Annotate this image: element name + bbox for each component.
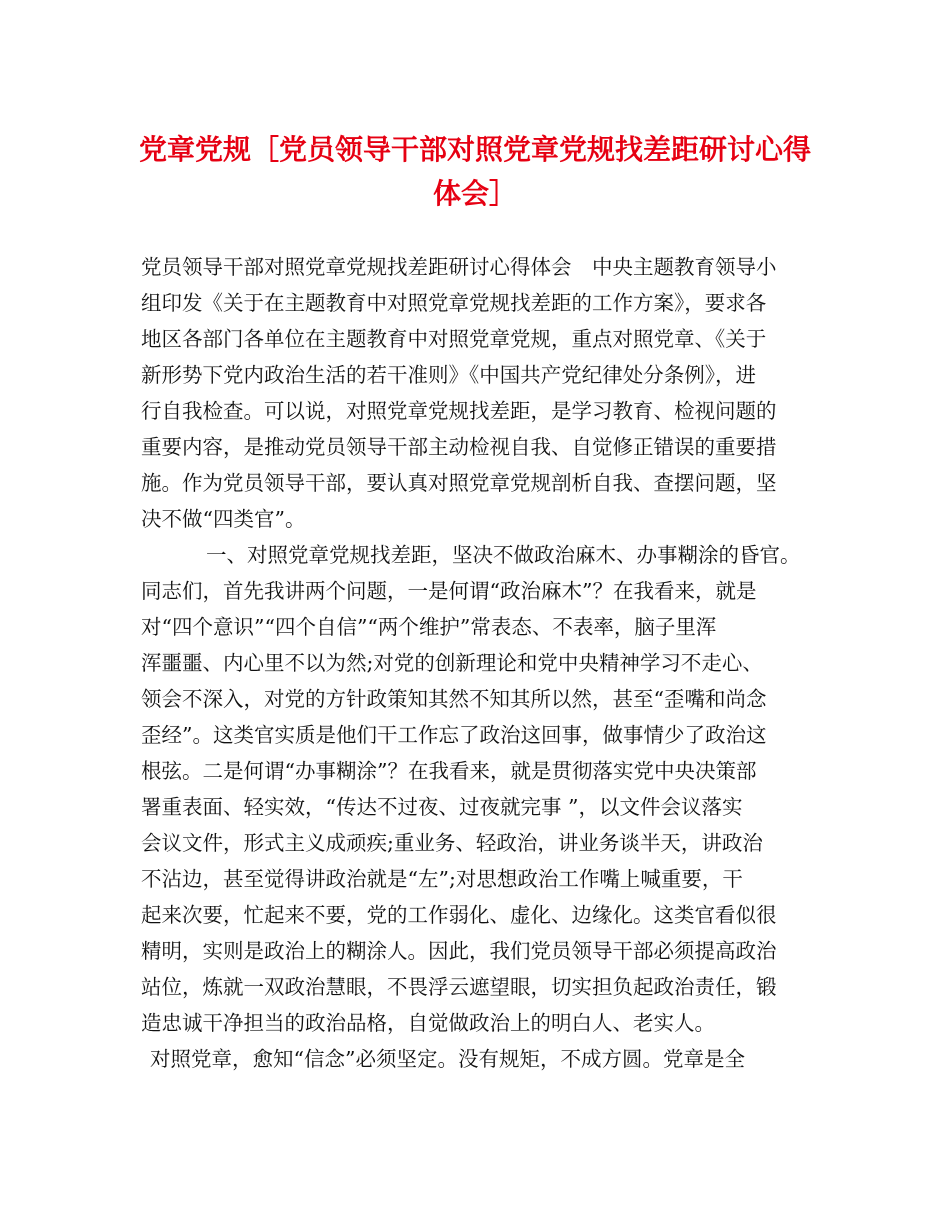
section-heading-line: 一、对照党章党规找差距，坚决不做政治麻木、办事糊涂的昏官。 bbox=[206, 543, 801, 567]
paragraph-line: 对照党章，愈知“信念”必须坚定。没有规矩，不成方圆。党章是全 bbox=[150, 1047, 745, 1071]
paragraph-line: 决不做“四类官”。 bbox=[141, 507, 306, 531]
document-title-line-1: 党章党规［党员领导干部对照党章党规找差距研讨心得 bbox=[138, 133, 811, 166]
document-title-line-2: 体会］ bbox=[432, 177, 517, 210]
paragraph-line: 站位，炼就一双政治慧眼，不畏浮云遮望眼，切实担负起政治责任，锻 bbox=[141, 975, 777, 999]
paragraph-line: 浑噩噩、内心里不以为然;对党的创新理论和党中央精神学习不走心、 bbox=[141, 651, 763, 675]
paragraph-line: 组印发《关于在主题教育中对照党章党规找差距的工作方案》，要求各 bbox=[141, 291, 767, 315]
paragraph-line: 根弦。二是何谓“办事糊涂”？在我看来，就是贯彻落实党中央决策部 bbox=[141, 759, 757, 783]
paragraph-line: 施。作为党员领导干部，要认真对照党章党规剖析自我、查摆问题，坚 bbox=[141, 471, 777, 495]
paragraph-line: 不沾边，甚至觉得讲政治就是“左”;对思想政治工作嘴上喊重要，干 bbox=[141, 867, 743, 891]
paragraph-line: 会议文件，形式主义成顽疾;重业务、轻政治，讲业务谈半天，讲政治 bbox=[141, 831, 763, 855]
paragraph-line: 党员领导干部对照党章党规找差距研讨心得体会 中央主题教育领导小 bbox=[141, 255, 777, 279]
paragraph-line: 地区各部门各单位在主题教育中对照党章党规，重点对照党章、《关于 bbox=[141, 327, 767, 351]
paragraph-line: 造忠诚干净担当的政治品格，自觉做政治上的明白人、老实人。 bbox=[141, 1011, 715, 1035]
paragraph-line: 起来次要，忙起来不要，党的工作弱化、虚化、边缘化。这类官看似很 bbox=[141, 903, 777, 927]
paragraph-line: 行自我检查。可以说，对照党章党规找差距，是学习教育、检视问题的 bbox=[141, 399, 777, 423]
paragraph-line: 新形势下党内政治生活的若干准则》《中国共产党纪律处分条例》，进 bbox=[141, 363, 756, 387]
paragraph-line: 同志们，首先我讲两个问题，一是何谓“政治麻木”？在我看来，就是 bbox=[141, 579, 757, 603]
paragraph-line: 重要内容，是推动党员领导干部主动检视自我、自觉修正错误的重要措 bbox=[141, 435, 777, 459]
paragraph-line: 歪经”。这类官实质是他们干工作忘了政治这回事，做事情少了政治这 bbox=[141, 723, 767, 747]
paragraph-line: 领会不深入，对党的方针政策知其然不知其所以然，甚至“歪嘴和尚念 bbox=[141, 687, 767, 711]
paragraph-line: 署重表面、轻实效，“传达不过夜、过夜就完事 ”，以文件会议落实 bbox=[141, 795, 743, 819]
paragraph-line: 对“四个意识”“四个自信”“两个维护”常表态、不表率，脑子里浑 bbox=[141, 615, 717, 639]
paragraph-line: 精明，实则是政治上的糊涂人。因此，我们党员领导干部必须提高政治 bbox=[141, 939, 777, 963]
